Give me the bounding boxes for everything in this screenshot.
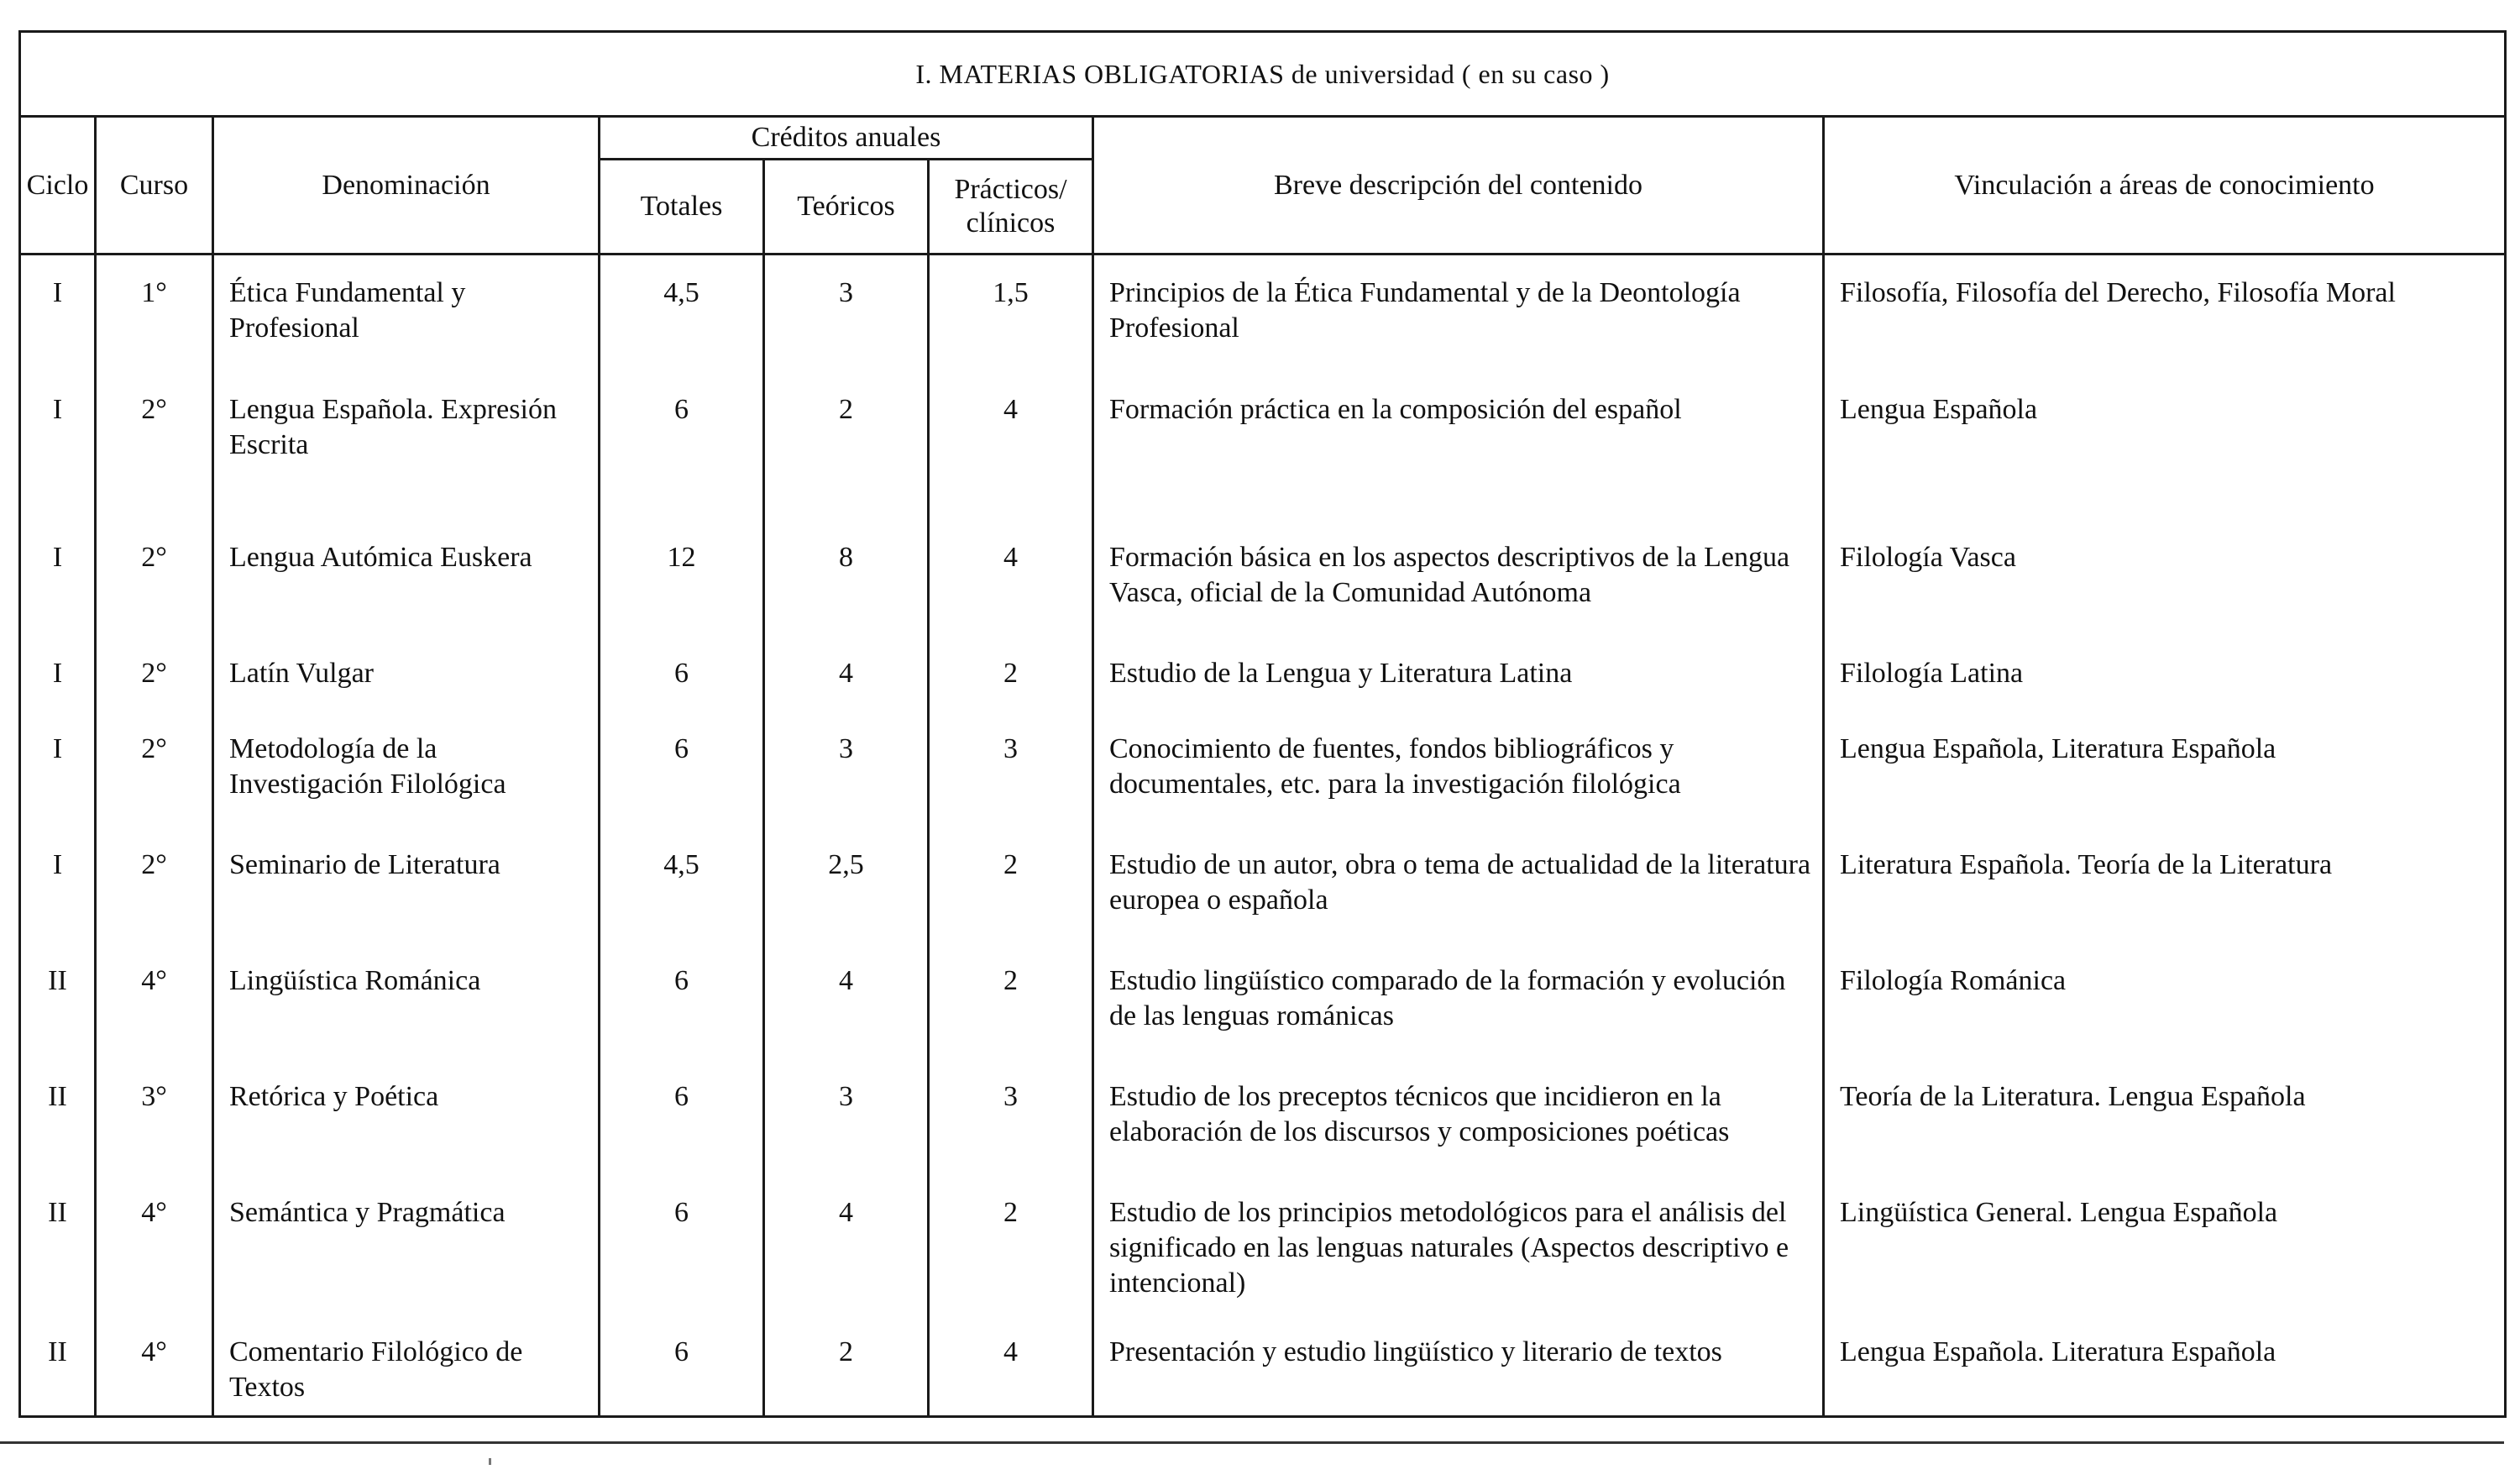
cell-teoricos: 2,5 [764, 827, 929, 943]
cell-curso: 1° [96, 255, 213, 372]
cell-denominacion: Metodología de la Investigación Filológica [213, 711, 600, 827]
cell-descripcion: Estudio lingüístico comparado de la formación y evolución de las lenguas románicas [1093, 943, 1824, 1059]
cell-descripcion: Estudio de un autor, obra o tema de actualidad de la literatura europea o española [1093, 827, 1824, 943]
cell-vinculacion: Lengua Española [1824, 372, 2506, 520]
cell-descripcion: Conocimiento de fuentes, fondos bibliográficos y documentales, etc. para la investigación filológica [1093, 711, 1824, 827]
cell-practicos: 2 [929, 636, 1093, 711]
cell-denominacion: Ética Fundamental y Profesional [213, 255, 600, 372]
cell-practicos: 3 [929, 711, 1093, 827]
cell-curso: 2° [96, 711, 213, 827]
cell-denominacion: Lengua Española. Expresión Escrita [213, 372, 600, 520]
table-row [20, 943, 2506, 1059]
bottom-rule [0, 1441, 2504, 1444]
cell-practicos: 4 [929, 520, 1093, 636]
cell-practicos: 4 [929, 1315, 1093, 1417]
cell-practicos: 2 [929, 1175, 1093, 1315]
cell-ciclo: II [20, 943, 96, 1059]
cell-curso: 4° [96, 1315, 213, 1417]
table-row [20, 636, 2506, 711]
cell-totales: 4,5 [600, 255, 764, 372]
table-row [20, 1175, 2506, 1315]
cell-descripcion: Estudio de la Lengua y Literatura Latina [1093, 636, 1824, 711]
cell-curso: 4° [96, 943, 213, 1059]
cell-totales: 6 [600, 711, 764, 827]
cell-practicos: 2 [929, 943, 1093, 1059]
cell-vinculacion: Literatura Española. Teoría de la Literatura [1824, 827, 2506, 943]
cell-descripcion: Estudio de los principios metodológicos para el análisis del significado en las lenguas naturales (Aspectos descriptivo e intencional) [1093, 1175, 1824, 1315]
cell-vinculacion: Lengua Española, Literatura Española [1824, 711, 2506, 827]
cell-curso: 2° [96, 827, 213, 943]
cell-teoricos: 3 [764, 255, 929, 372]
cell-teoricos: 4 [764, 636, 929, 711]
cell-descripcion: Estudio de los preceptos técnicos que incidieron en la elaboración de los discursos y composiciones poéticas [1093, 1059, 1824, 1175]
cell-curso: 2° [96, 636, 213, 711]
cell-teoricos: 3 [764, 711, 929, 827]
cell-vinculacion: Filología Vasca [1824, 520, 2506, 636]
cell-ciclo: I [20, 827, 96, 943]
cell-curso: 2° [96, 520, 213, 636]
cell-denominacion: Seminario de Literatura [213, 827, 600, 943]
cell-teoricos: 4 [764, 943, 929, 1059]
cell-curso: 2° [96, 372, 213, 520]
cell-ciclo: II [20, 1315, 96, 1417]
cell-denominacion: Retórica y Poética [213, 1059, 600, 1175]
table-row [20, 1059, 2506, 1175]
cell-totales: 6 [600, 636, 764, 711]
cell-totales: 6 [600, 1059, 764, 1175]
cell-totales: 6 [600, 1175, 764, 1315]
cell-descripcion: Presentación y estudio lingüístico y literario de textos [1093, 1315, 1824, 1417]
cell-denominacion: Lingüística Románica [213, 943, 600, 1059]
cell-teoricos: 2 [764, 372, 929, 520]
cell-descripcion: Formación básica en los aspectos descriptivos de la Lengua Vasca, oficial de la Comunidad Autónoma [1093, 520, 1824, 636]
cell-practicos: 2 [929, 827, 1093, 943]
cell-vinculacion: Lengua Española. Literatura Española [1824, 1315, 2506, 1417]
cell-teoricos: 8 [764, 520, 929, 636]
cell-curso: 3° [96, 1059, 213, 1175]
header-totales: Totales [600, 160, 764, 255]
table-row [20, 520, 2506, 636]
table-title: I. MATERIAS OBLIGATORIAS de universidad ( en su caso ) [20, 32, 2506, 117]
cell-curso: 4° [96, 1175, 213, 1315]
table-row [20, 1315, 2506, 1417]
scan-speck [489, 1458, 491, 1465]
header-teoricos: Teóricos [764, 160, 929, 255]
cell-teoricos: 4 [764, 1175, 929, 1315]
cell-practicos: 1,5 [929, 255, 1093, 372]
header-practicos: Prácticos/ clínicos [929, 160, 1093, 255]
header-vinculacion: Vinculación a áreas de conocimiento [1824, 117, 2506, 255]
cell-totales: 12 [600, 520, 764, 636]
cell-teoricos: 3 [764, 1059, 929, 1175]
header-denominacion: Denominación [213, 117, 600, 255]
cell-totales: 6 [600, 943, 764, 1059]
cell-descripcion: Principios de la Ética Fundamental y de la Deontología Profesional [1093, 255, 1824, 372]
cell-practicos: 4 [929, 372, 1093, 520]
cell-ciclo: II [20, 1175, 96, 1315]
table-row [20, 372, 2506, 520]
cell-denominacion: Lengua Autómica Euskera [213, 520, 600, 636]
cell-ciclo: I [20, 372, 96, 520]
cell-denominacion: Comentario Filológico de Textos [213, 1315, 600, 1417]
table-row [20, 711, 2506, 827]
cell-vinculacion: Filología Latina [1824, 636, 2506, 711]
cell-teoricos: 2 [764, 1315, 929, 1417]
header-creditos-anuales: Créditos anuales [600, 117, 1093, 160]
materias-table [18, 30, 2507, 1418]
cell-vinculacion: Teoría de la Literatura. Lengua Española [1824, 1059, 2506, 1175]
cell-ciclo: II [20, 1059, 96, 1175]
header-descripcion: Breve descripción del contenido [1093, 117, 1824, 255]
cell-practicos: 3 [929, 1059, 1093, 1175]
cell-ciclo: I [20, 711, 96, 827]
cell-ciclo: I [20, 520, 96, 636]
header-ciclo: Ciclo [20, 117, 96, 255]
cell-totales: 6 [600, 372, 764, 520]
header-curso: Curso [96, 117, 213, 255]
cell-vinculacion: Filosofía, Filosofía del Derecho, Filosofía Moral [1824, 255, 2506, 372]
cell-ciclo: I [20, 636, 96, 711]
cell-denominacion: Latín Vulgar [213, 636, 600, 711]
cell-descripcion: Formación práctica en la composición del español [1093, 372, 1824, 520]
cell-denominacion: Semántica y Pragmática [213, 1175, 600, 1315]
cell-ciclo: I [20, 255, 96, 372]
cell-totales: 4,5 [600, 827, 764, 943]
cell-vinculacion: Filología Románica [1824, 943, 2506, 1059]
cell-totales: 6 [600, 1315, 764, 1417]
cell-vinculacion: Lingüística General. Lengua Española [1824, 1175, 2506, 1315]
table-row [20, 827, 2506, 943]
table-row [20, 255, 2506, 372]
